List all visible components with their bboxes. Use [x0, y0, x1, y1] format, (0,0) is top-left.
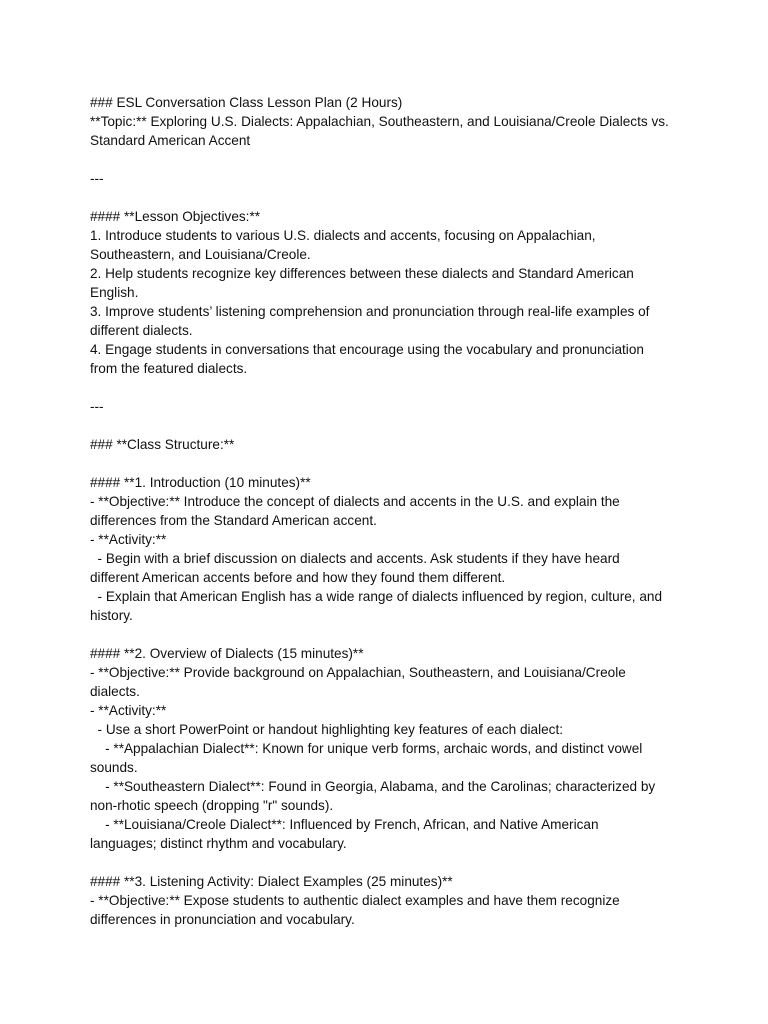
document-line: - **Louisiana/Creole Dialect**: Influenced by French, African, and Native American	[90, 817, 599, 832]
document-line: non-rhotic speech (dropping "r" sounds).	[90, 798, 334, 813]
document-line: 4. Engage students in conversations that encourage using the vocabulary and pronunciation	[90, 342, 644, 357]
document-line: different dialects.	[90, 323, 193, 338]
document-line	[90, 853, 690, 872]
document-line: - **Southeastern Dialect**: Found in Georgia, Alabama, and the Carolinas; characterized by	[90, 779, 656, 794]
document-line: - Explain that American English has a wide range of dialects influenced by region, culture, and	[90, 589, 663, 604]
document-line: differences from the Standard American accent.	[90, 513, 377, 528]
document-line: 3. Improve students’ listening comprehension and pronunciation through real-life examples of	[90, 304, 650, 319]
document-line	[90, 188, 690, 207]
document-line: #### **Lesson Objectives:**	[90, 209, 261, 224]
document-line: #### **1. Introduction (10 minutes)**	[90, 475, 311, 490]
document-line: ### **Class Structure:**	[90, 437, 235, 452]
document-line: different American accents before and how they found them different.	[90, 570, 506, 585]
document-line: 2. Help students recognize key differences between these dialects and Standard American	[90, 266, 634, 281]
document-line	[90, 416, 690, 435]
document-line: English.	[90, 285, 139, 300]
document-line: - Begin with a brief discussion on dialects and accents. Ask students if they have heard	[90, 551, 620, 566]
document-line: dialects.	[90, 684, 140, 699]
document-line: languages; distinct rhythm and vocabulary.	[90, 836, 347, 851]
document-line: 1. Introduce students to various U.S. dialects and accents, focusing on Appalachian,	[90, 228, 596, 243]
document-line: Standard American Accent	[90, 133, 251, 148]
document-line: - **Activity:**	[90, 532, 167, 547]
document-line: differences in pronunciation and vocabulary.	[90, 912, 355, 927]
document-line: - **Objective:** Introduce the concept of dialects and accents in the U.S. and explain the	[90, 494, 620, 509]
document-line	[90, 625, 690, 644]
document-line: Southeastern, and Louisiana/Creole.	[90, 247, 311, 262]
document-line: - **Activity:**	[90, 703, 167, 718]
document-line: - **Appalachian Dialect**: Known for unique verb forms, archaic words, and distinct vowel	[90, 741, 643, 756]
document-line	[90, 150, 690, 169]
document-line: - **Objective:** Expose students to authentic dialect examples and have them recognize	[90, 893, 620, 908]
document-line: **Topic:** Exploring U.S. Dialects: Appalachian, Southeastern, and Louisiana/Creole Dialects vs.	[90, 114, 669, 129]
document-line: ---	[90, 399, 104, 414]
document-line: #### **2. Overview of Dialects (15 minutes)**	[90, 646, 364, 661]
document-line	[90, 454, 690, 473]
document-line: from the featured dialects.	[90, 361, 248, 376]
lesson-plan-text	[90, 93, 690, 929]
document-line: ---	[90, 171, 104, 186]
document-line: - Use a short PowerPoint or handout highlighting key features of each dialect:	[90, 722, 564, 737]
document-line: ### ESL Conversation Class Lesson Plan (2 Hours)	[90, 95, 403, 110]
document-line: - **Objective:** Provide background on Appalachian, Southeastern, and Louisiana/Creole	[90, 665, 626, 680]
document-line: #### **3. Listening Activity: Dialect Examples (25 minutes)**	[90, 874, 453, 889]
document-line	[90, 378, 690, 397]
document-line: sounds.	[90, 760, 138, 775]
document-line: history.	[90, 608, 133, 623]
